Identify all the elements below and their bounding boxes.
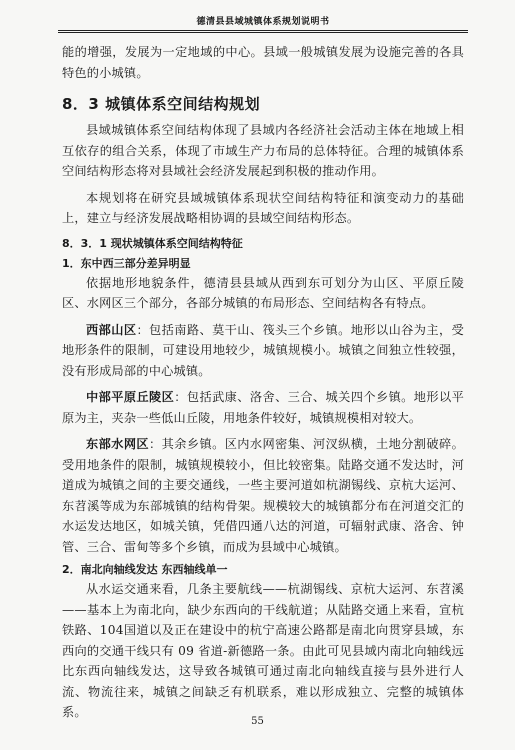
item1-heading: 1．东中西三部分差异明显 <box>62 256 191 270</box>
west-region-text: ：包括南路、莫干山、筏头三个乡镇。地形以山谷为主，受地形条件的限制，可建设用地较少，城镇规模小。城镇之间独立性较强，没有形成局部的中心城镇。 <box>62 322 464 378</box>
item2-paragraph: 从水运交通来看，几条主要航线——杭湖锡线、京杭大运河、东苕溪——基本上为南北向，缺少东西向的干线航道；从陆路交通上来看，宣杭铁路、104国道以及正在建设中的杭宁高速公路都是南北向贯穿县域，东西向的交通干线只有 09 省道-新德路一条。由此可见县域内南北向轴线远比东西向轴线发达，这导致各城镇可通过南北向轴线直接与县外进行人流、物流往来，城镇之间缺乏有机联系，难以形成独立、完整的城镇体系。 <box>62 582 464 719</box>
item1-paragraph: 依据地形地貌条件，德清县县域从西到东可划分为山区、平原丘陵区、水网区三个部分，各部分城镇的布局形态、空间结构各有特点。 <box>62 275 464 310</box>
east-region-paragraph <box>62 434 464 557</box>
west-region-paragraph <box>62 320 464 382</box>
central-region-label: 中部平原丘陵区 <box>86 390 175 404</box>
east-region-text: ：其余乡镇。区内水网密集、河汊纵横，土地分割破碎。受用地条件的限制，城镇规模较小，但比较密集。陆路交通不发达时，河道成为城镇之间的主要交通线，一些主要河道如杭湖锡线、京杭大运河、东苕溪等成为东部城镇的结构骨架。规模较大的城镇都分布在河道交汇的水运发达地区，如城关镇，凭借四通八达的河道，可辐射武康、洛舍、钟管、三合、雷甸等多个乡镇，而成为县域中心城镇。 <box>62 437 465 554</box>
intro-paragraph: 能的增强，发展为一定地域的中心。县域一般城镇发展为设施完善的各具特色的小城镇。 <box>62 45 464 80</box>
west-region-label: 西部山区 <box>86 322 137 337</box>
page-content <box>62 42 464 723</box>
central-region-text: ：包括武康、洛舍、三合、城关四个乡镇。地形以平原为主，夹杂一些低山丘陵，用地条件较好，城镇规模相对较大。 <box>62 390 464 425</box>
item2-heading: 2．南北向轴线发达 东西轴线单一 <box>62 563 228 576</box>
central-region-paragraph <box>62 387 464 428</box>
paragraph-structure: 县域城镇体系空间结构体现了县域内各经济社会活动主体在地域上相互依存的组合关系，体现了市域生产力布局的总体特征。合理的城镇体系空间结构形态将对县域社会经济发展起到积极的推动作用。 <box>62 123 464 178</box>
east-region-label: 东部水网区 <box>86 437 150 451</box>
subsection-heading: 8．3．1 现状城镇体系空间结构特征 <box>62 236 243 250</box>
running-header: 德清县县域城镇体系规划说明书 <box>58 14 468 33</box>
paragraph-plan: 本规划将在研究县域城镇体系现状空间结构特征和演变动力的基础上，建立与经济发展战略相协调的县域空间结构形态。 <box>62 190 464 225</box>
page-number: 55 <box>251 716 264 727</box>
section-heading: 8．3 城镇体系空间结构规划 <box>62 95 261 113</box>
